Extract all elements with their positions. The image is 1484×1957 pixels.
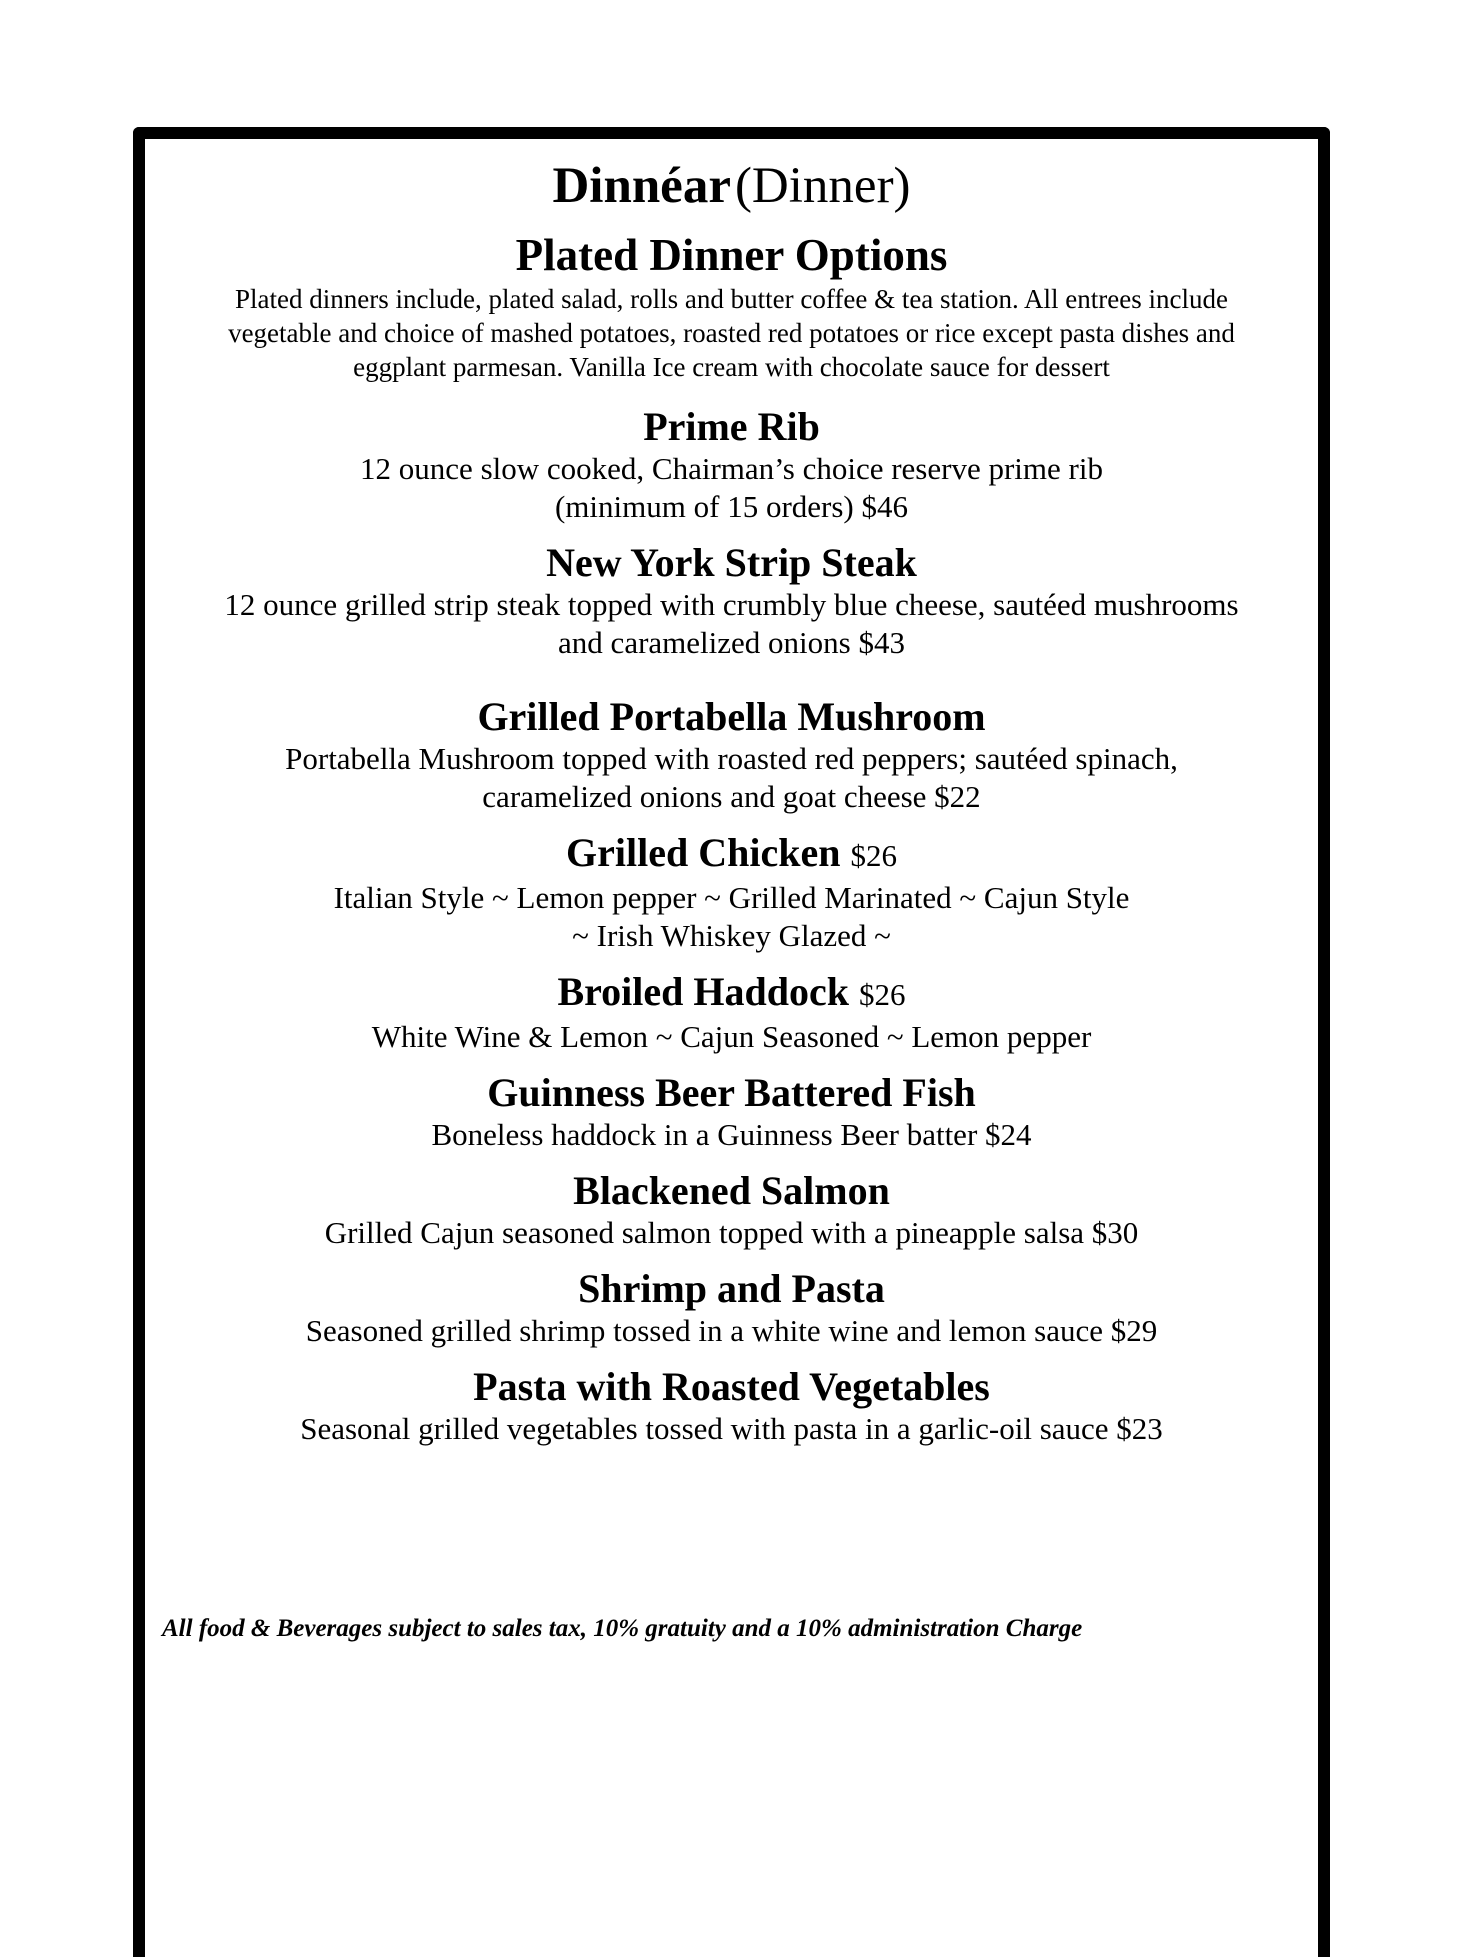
title-bold: Dinnéar: [552, 158, 731, 214]
menu-item-name: Pasta with Roasted Vegetables: [473, 1364, 990, 1409]
menu-item-name-line: [145, 830, 1318, 879]
menu-item-ny-strip: [145, 540, 1318, 662]
tax-gratuity-note: All food & Beverages subject to sales tax, 10% gratuity and a 10% administration Charge: [162, 1615, 1083, 1642]
menu-item-shrimp-pasta: [145, 1266, 1318, 1350]
intro-line: eggplant parmesan. Vanilla Ice cream with chocolate sauce for dessert: [353, 352, 1110, 382]
menu-item-name: Grilled Portabella Mushroom: [477, 694, 986, 739]
menu-item-pasta-vegetables: [145, 1364, 1318, 1448]
menu-item-name: Grilled Chicken: [566, 830, 841, 875]
menu-item-desc: White Wine & Lemon ~ Cajun Seasoned ~ Lemon pepper: [371, 1019, 1092, 1054]
menu-item-name: Prime Rib: [643, 404, 820, 449]
intro-line: vegetable and choice of mashed potatoes, roasted red potatoes or rice except pasta dishes and: [228, 318, 1235, 348]
title-paren: (Dinner): [734, 158, 911, 214]
menu-item-portabella: [145, 694, 1318, 816]
menu-item-desc: Grilled Cajun seasoned salmon topped with a pineapple salsa $30: [324, 1215, 1139, 1250]
menu-item-blackened-salmon: [145, 1168, 1318, 1252]
menu-item-guinness-fish: [145, 1070, 1318, 1154]
menu-item-desc: (minimum of 15 orders) $46: [554, 489, 908, 524]
menu-item-grilled-chicken: [145, 830, 1318, 955]
section-subtitle: Plated Dinner Options: [515, 230, 948, 280]
menu-item-desc: 12 ounce slow cooked, Chairman’s choice reserve prime rib: [360, 451, 1103, 486]
menu-item-desc: 12 ounce grilled strip steak topped with crumbly blue cheese, sautéed mushrooms: [224, 587, 1239, 622]
menu-item-desc: caramelized onions and goat cheese $22: [482, 779, 981, 814]
menu-item-desc: Seasoned grilled shrimp tossed in a white wine and lemon sauce $29: [305, 1313, 1158, 1348]
menu-item-broiled-haddock: [145, 969, 1318, 1056]
menu-item-desc: Seasonal grilled vegetables tossed with pasta in a garlic-oil sauce $23: [300, 1411, 1163, 1446]
intro-line: Plated dinners include, plated salad, rolls and butter coffee & tea station. All entrees include: [235, 284, 1228, 314]
menu-item-desc: Italian Style ~ Lemon pepper ~ Grilled Marinated ~ Cajun Style: [333, 880, 1130, 915]
page-title: [145, 156, 1318, 228]
menu-item-desc: ~ Irish Whiskey Glazed ~: [572, 918, 891, 953]
menu-item-name: New York Strip Steak: [546, 540, 917, 585]
menu-item-name: Broiled Haddock: [557, 969, 850, 1014]
menu-item-name: Blackened Salmon: [573, 1168, 890, 1213]
intro-text: [172, 282, 1292, 384]
menu-item-name: Guinness Beer Battered Fish: [487, 1070, 976, 1115]
menu-item-desc: and caramelized onions $43: [558, 625, 905, 660]
menu-item-name: Shrimp and Pasta: [578, 1266, 885, 1311]
menu-item-price: $26: [859, 977, 906, 1012]
menu-item-name-line: [145, 969, 1318, 1018]
menu-item-desc: Boneless haddock in a Guinness Beer batter $24: [431, 1117, 1032, 1152]
menu-content: [145, 140, 1318, 1448]
menu-item-prime-rib: [145, 404, 1318, 526]
menu-item-desc: Portabella Mushroom topped with roasted red peppers; sautéed spinach,: [285, 741, 1178, 776]
menu-item-price: $26: [850, 838, 897, 873]
